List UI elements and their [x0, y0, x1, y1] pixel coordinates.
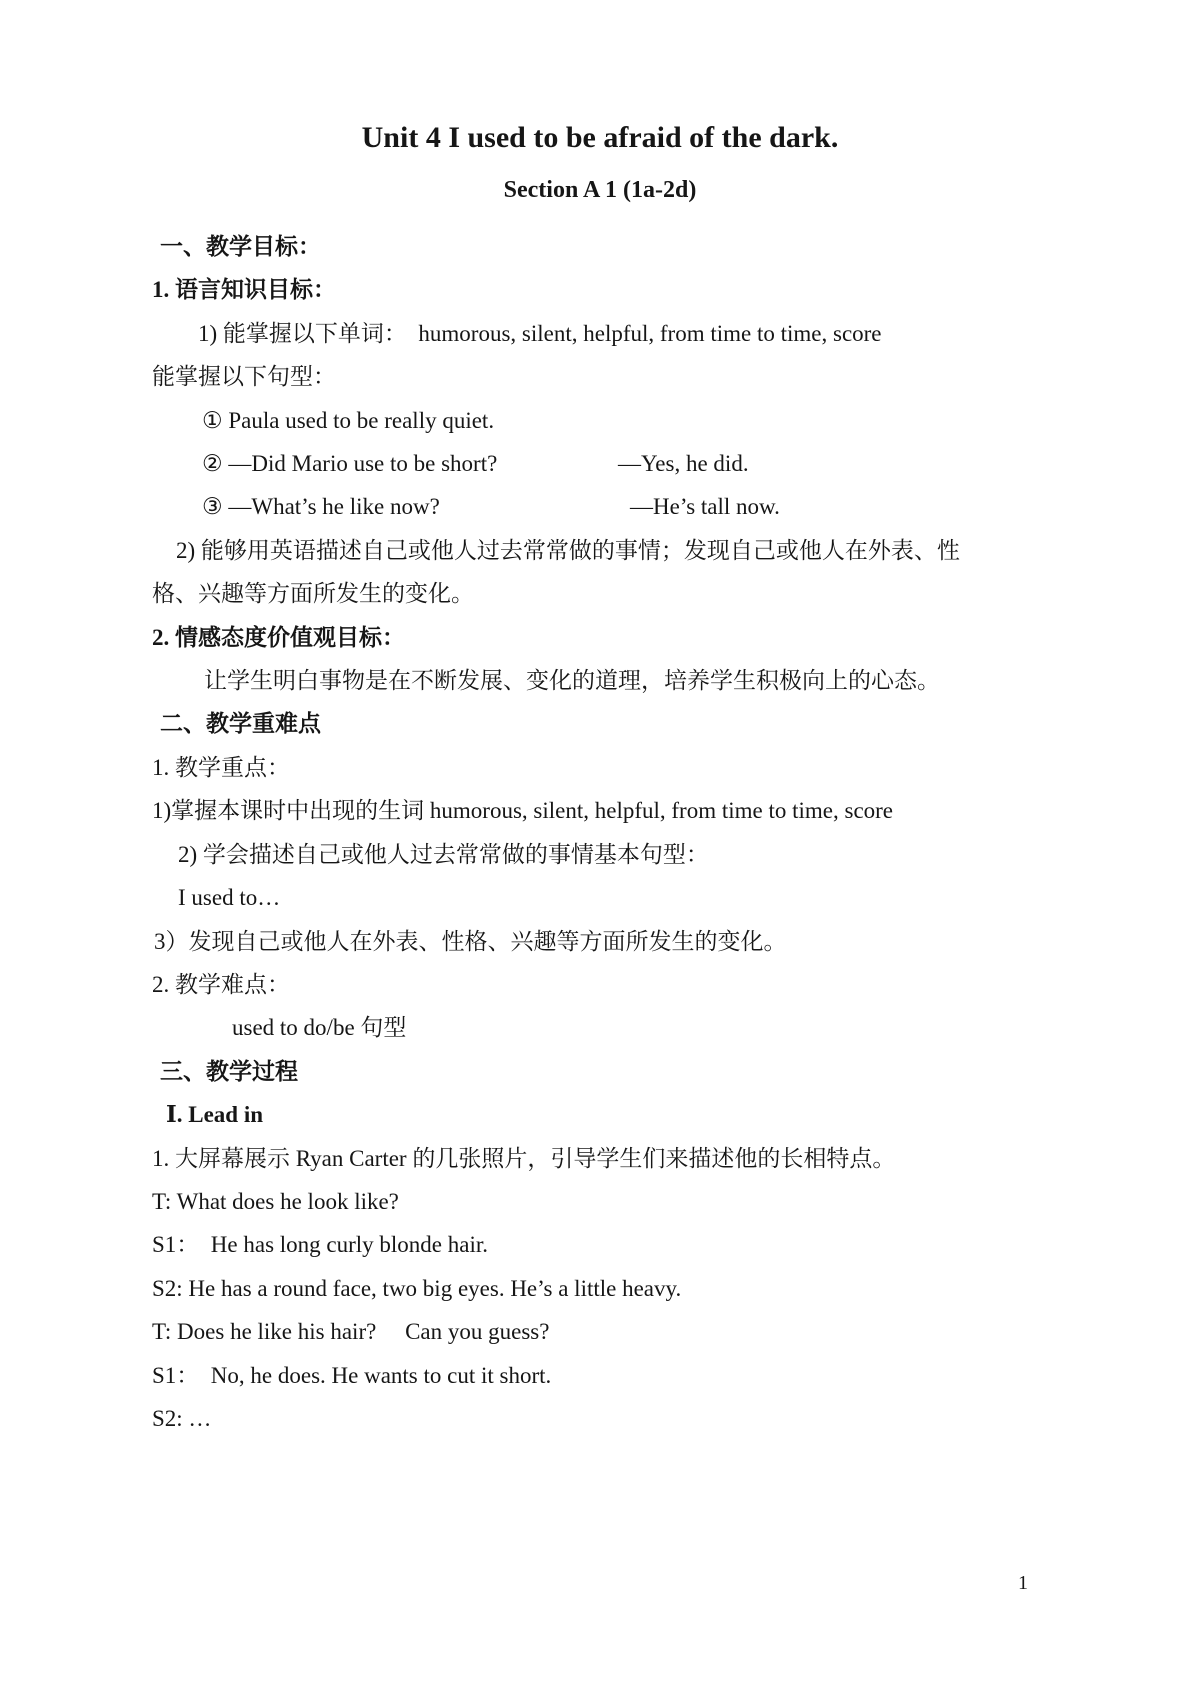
heading-lead-in: Ⅰ. Lead in — [166, 1102, 264, 1128]
line-pattern-3 — [202, 485, 1048, 528]
document-body — [152, 225, 1048, 1440]
line-pattern-2 — [202, 442, 1048, 485]
line-emotional-goal-text: 让学生明白事物是在不断发展、变化的道理，培养学生积极向上的心态。 — [204, 668, 940, 694]
dialog-student2-answer-2: S2: … — [152, 1405, 212, 1431]
pattern-2-answer: —Yes, he did. — [618, 451, 749, 477]
document-content — [152, 0, 1048, 1440]
dialog-teacher-question-2: T: Does he like his hair? Can you guess? — [152, 1319, 550, 1345]
dialog-teacher-question-1: T: What does he look like? — [152, 1188, 399, 1214]
pattern-2-question: ② —Did Mario use to be short? — [202, 451, 498, 477]
heading-language-goals: 1. 语言知识目标： — [152, 277, 336, 303]
line-key-point-2: 2) 学会描述自己或他人过去常常做的事情基本句型： — [178, 841, 709, 867]
heading-emotional-goals: 2. 情感态度价值观目标： — [152, 624, 405, 650]
line-difficult-point-label: 2. 教学难点： — [152, 971, 290, 997]
line-vocabulary-goal: 1) 能掌握以下单词： humorous, silent, helpful, from time to time, score — [198, 320, 882, 346]
dialog-student1-answer-2: S1： No, he does. He wants to cut it short. — [152, 1362, 552, 1388]
line-key-point-3: 3）发现自己或他人在外表、性格、兴趣等方面所发生的变化。 — [154, 928, 787, 954]
document-subtitle: Section A 1 (1a-2d) — [503, 177, 697, 203]
line-key-point-2-pattern: I used to… — [178, 885, 281, 911]
line-key-points-label: 1. 教学重点： — [152, 754, 290, 780]
heading-teaching-objectives: 一、教学目标： — [160, 234, 321, 259]
line-ability-goal-part-2: 格、兴趣等方面所发生的变化。 — [152, 581, 474, 607]
page-number: 1 — [1018, 1572, 1028, 1594]
heading-teaching-process: 三、教学过程 — [160, 1058, 298, 1084]
pattern-3-answer: —He’s tall now. — [630, 494, 780, 520]
dialog-student2-answer-1: S2: He has a round face, two big eyes. He’s a little heavy. — [152, 1275, 682, 1301]
line-pattern-1: ① Paula used to be really quiet. — [202, 407, 495, 433]
line-key-point-1: 1)掌握本课时中出现的生词 humorous, silent, helpful, from time to time, score — [152, 798, 894, 824]
dialog-student1-answer-1: S1： He has long curly blonde hair. — [152, 1232, 489, 1258]
line-lead-in-step-1: 1. 大屏幕展示 Ryan Carter 的几张照片，引导学生们来描述他的长相特点。 — [152, 1145, 896, 1171]
line-ability-goal-part-1: 2) 能够用英语描述自己或他人过去常常做的事情；发现自己或他人在外表、性 — [176, 537, 960, 563]
pattern-3-question: ③ —What’s he like now? — [202, 494, 440, 520]
line-sentence-patterns-intro: 能掌握以下句型： — [152, 364, 336, 390]
heading-key-difficult-points: 二、教学重难点 — [160, 711, 321, 737]
line-difficult-point-text: used to do/be 句型 — [232, 1015, 407, 1041]
document-title: Unit 4 I used to be afraid of the dark. — [361, 121, 839, 154]
